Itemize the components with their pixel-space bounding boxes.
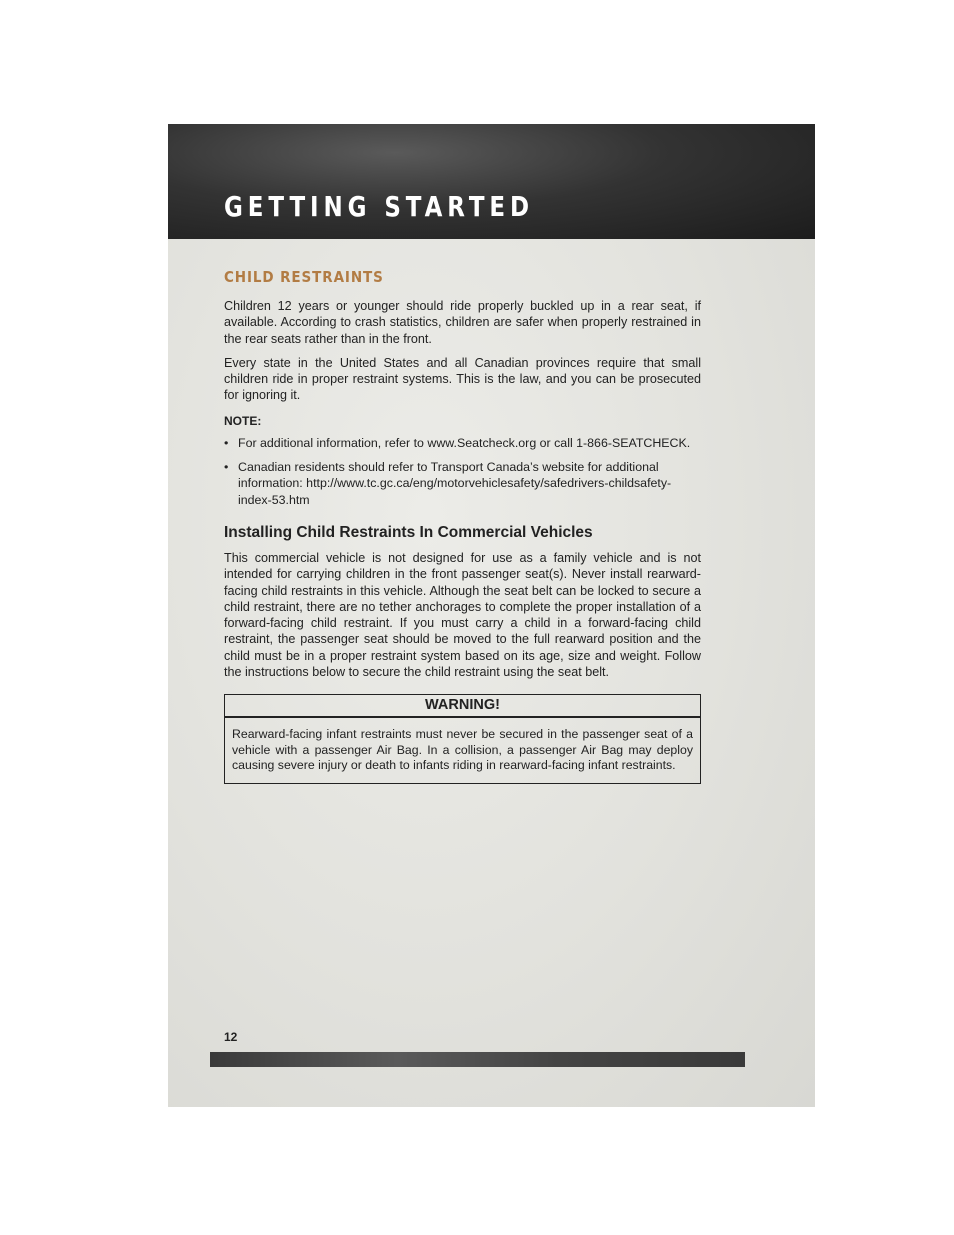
section-title: CHILD RESTRAINTS bbox=[224, 268, 384, 286]
page-content bbox=[224, 268, 701, 784]
header-title: GETTING STARTED bbox=[224, 190, 535, 223]
note-item-text: For additional information, refer to www.Seatcheck.org or call 1-866-SEATCHECK. bbox=[238, 435, 691, 450]
warning-title: WARNING! bbox=[225, 695, 700, 718]
warning-box bbox=[224, 694, 701, 784]
note-item bbox=[224, 459, 701, 508]
bullet-icon: • bbox=[224, 435, 229, 450]
subsection-body: This commercial vehicle is not designed for use as a family vehicle and is not intended for carrying children in the front passenger seat(s). Never install rearward-facing child restraints in this vehicle. Although the seat belt can be locked to secure a child restraint, there are no tether anchorages to complete the proper installation of a forward-facing child restraint. If you must carry a child in a forward-facing child restraint, the passenger seat should be moved to the full rearward position and the child must be in a proper restraint system based on its age, size and weight. Follow the instructions below to secure the child restraint using the seat belt. bbox=[224, 550, 701, 680]
manual-page bbox=[168, 124, 815, 1107]
bullet-icon: • bbox=[224, 460, 229, 475]
note-item-text: Canadian residents should refer to Transport Canada’s website for additional information: http://www.tc.gc.ca/eng/motorvehiclesafety/safedrivers-childsafety-index-53.htm bbox=[238, 460, 672, 507]
page-header bbox=[168, 124, 815, 239]
note-list bbox=[224, 435, 701, 508]
note-item bbox=[224, 435, 701, 451]
subsection-title: Installing Child Restraints In Commercial Vehicles bbox=[224, 523, 593, 541]
footer-bar bbox=[210, 1052, 745, 1067]
page-number: 12 bbox=[224, 1030, 238, 1044]
paragraph: Every state in the United States and all Canadian provinces require that small children ride in proper restraint systems. This is the law, and you can be prosecuted for ignoring it. bbox=[224, 355, 701, 403]
warning-body: Rearward-facing infant restraints must never be secured in the passenger seat of a vehicle with a passenger Air Bag. In a collision, a passenger Air Bag may deploy causing severe injury or death to infants riding in rearward-facing infant restraints. bbox=[232, 727, 693, 773]
note-label: NOTE: bbox=[224, 413, 262, 428]
paragraph: Children 12 years or younger should ride properly buckled up in a rear seat, if available. According to crash statistics, children are safer when properly restrained in the rear seats rather than in the front. bbox=[224, 299, 701, 346]
